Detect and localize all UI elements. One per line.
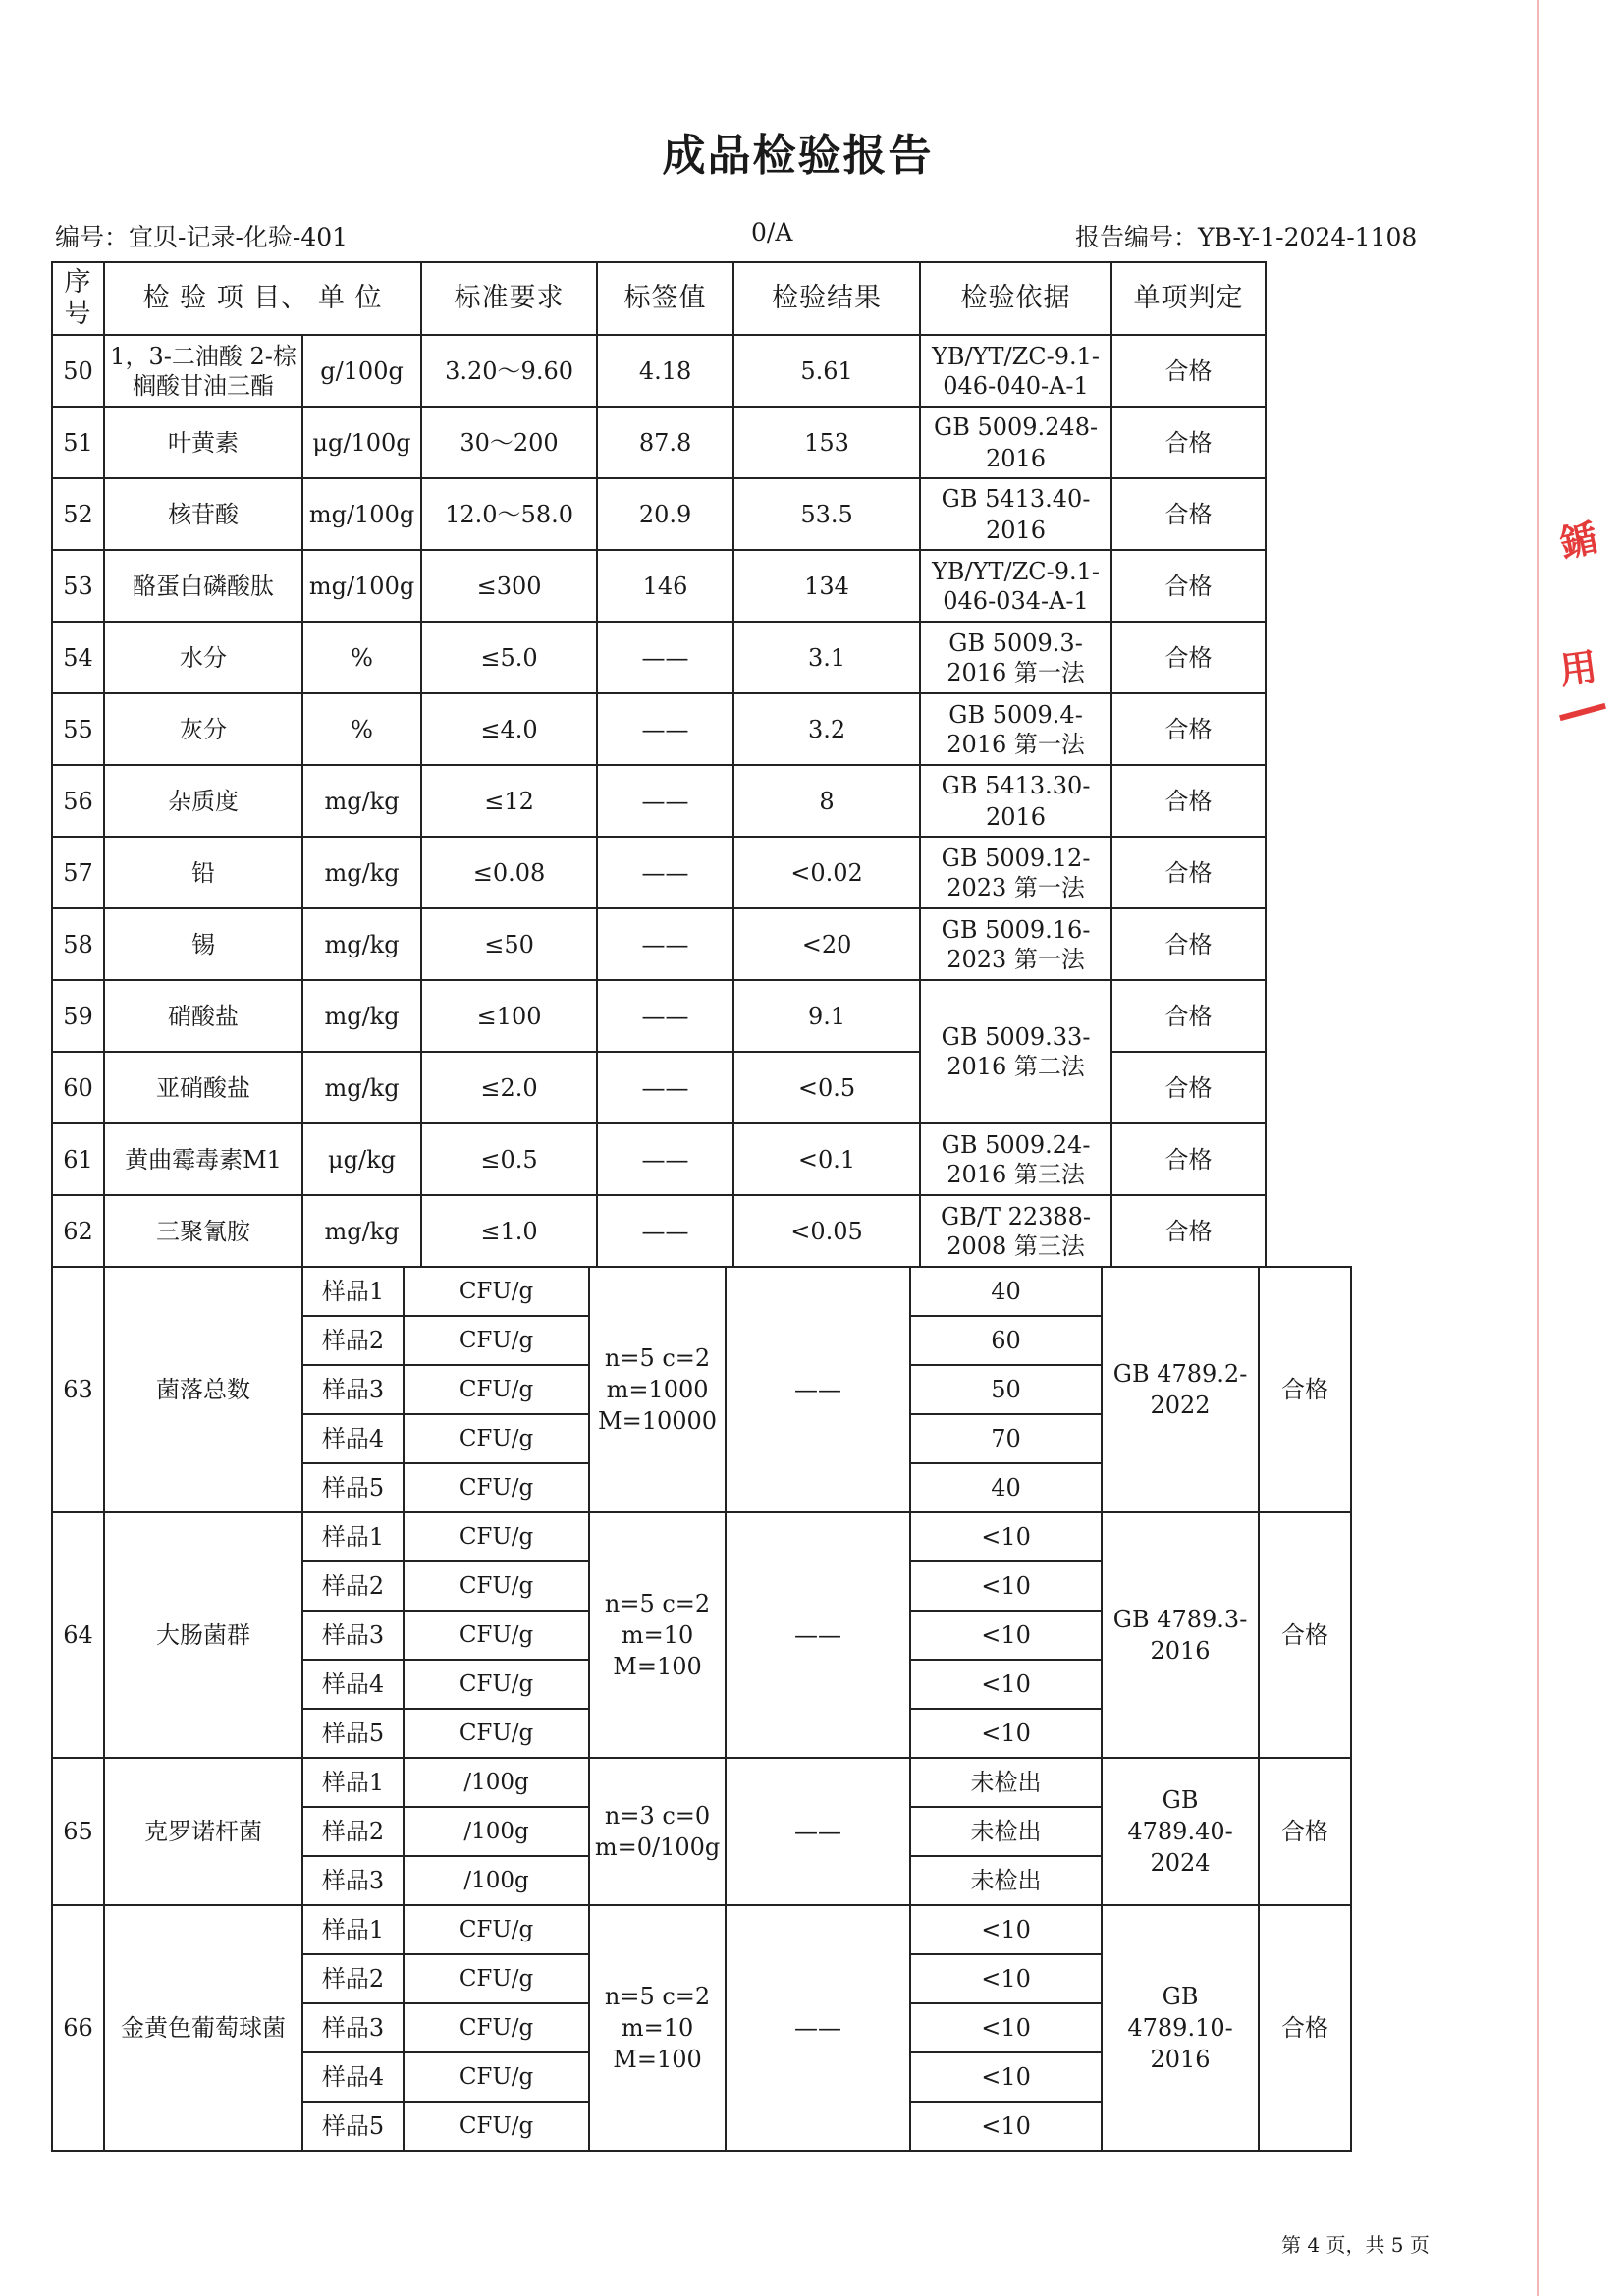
cell-no: 54 [52, 622, 104, 693]
cell-basis: GB/T 22388-2008 第三法 [920, 1195, 1111, 1267]
sample-unit: CFU/g [404, 1267, 589, 1316]
cell-no: 66 [52, 1905, 104, 2151]
page-title: 成品检验报告 [662, 131, 934, 181]
cell-basis: GB 5009.33-2016 第二法 [920, 980, 1111, 1123]
cell-label: 87.8 [597, 407, 733, 478]
cell-standard: ≤4.0 [421, 693, 597, 765]
sample-unit: CFU/g [404, 2052, 589, 2102]
cell-verdict: 合格 [1111, 908, 1266, 980]
sample-name: 样品3 [302, 2003, 404, 2052]
sample-name: 样品2 [302, 1316, 404, 1365]
cell-verdict: 合格 [1111, 478, 1266, 550]
cell-label: 4.18 [597, 335, 733, 407]
sample-result: 60 [910, 1316, 1102, 1365]
table-row [52, 1267, 1535, 1316]
cell-verdict: 合格 [1111, 335, 1266, 407]
cell-verdict: 合格 [1111, 550, 1266, 622]
cell-basis: GB 5413.40-2016 [920, 478, 1111, 550]
cell-no: 50 [52, 335, 104, 407]
cell-no: 59 [52, 980, 104, 1052]
cell-basis: YB/YT/ZC-9.1-046-040-A-1 [920, 335, 1111, 407]
cell-standard: ≤50 [421, 908, 597, 980]
table-row [52, 407, 1535, 478]
cell-no: 55 [52, 693, 104, 765]
sample-name: 样品1 [302, 1512, 404, 1561]
cell-unit: μg/100g [302, 407, 421, 478]
table-row [52, 1195, 1535, 1267]
cell-result: 3.2 [733, 693, 920, 765]
cell-item: 1，3-二油酸 2-棕榈酸甘油三酯 [104, 335, 302, 407]
cell-standard: ≤5.0 [421, 622, 597, 693]
cell-label: —— [597, 622, 733, 693]
sample-result: 40 [910, 1463, 1102, 1512]
page-number: 第 4 页，共 5 页 [1281, 2233, 1430, 2257]
cell-item: 黄曲霉毒素M1 [104, 1123, 302, 1195]
cell-basis: GB 5009.16-2023 第一法 [920, 908, 1111, 980]
cell-label: —— [597, 1123, 733, 1195]
header-standard: 标准要求 [421, 262, 597, 335]
page-edge-divider [1537, 0, 1539, 2296]
cell-verdict: 合格 [1111, 1195, 1266, 1267]
sample-result: 未检出 [910, 1856, 1102, 1905]
sample-name: 样品5 [302, 2102, 404, 2151]
cell-basis: GB 4789.10-2016 [1102, 1905, 1259, 2151]
cell-standard: ≤0.08 [421, 837, 597, 908]
red-stamp-stroke [1559, 703, 1606, 721]
cell-basis: GB 5009.12-2023 第一法 [920, 837, 1111, 908]
sample-result: 未检出 [910, 1807, 1102, 1856]
sample-unit: /100g [404, 1807, 589, 1856]
table-row [52, 335, 1535, 407]
table-header-row [52, 262, 1535, 335]
sample-unit: CFU/g [404, 1463, 589, 1512]
cell-unit: mg/kg [302, 980, 421, 1052]
table-row [52, 1905, 1535, 1954]
sample-unit: CFU/g [404, 1316, 589, 1365]
cell-unit: mg/100g [302, 478, 421, 550]
cell-unit: % [302, 622, 421, 693]
cell-label: —— [726, 1512, 910, 1758]
sample-name: 样品2 [302, 1807, 404, 1856]
cell-item: 克罗诺杆菌 [104, 1758, 302, 1905]
cell-basis: GB 5009.24-2016 第三法 [920, 1123, 1111, 1195]
cell-standard: n=5 c=2 m=10 M=100 [589, 1512, 726, 1758]
cell-result: 153 [733, 407, 920, 478]
cell-basis: GB 5009.4-2016 第一法 [920, 693, 1111, 765]
table-row [52, 1512, 1535, 1561]
cell-unit: mg/kg [302, 1195, 421, 1267]
cell-unit: g/100g [302, 335, 421, 407]
cell-unit: mg/100g [302, 550, 421, 622]
cell-standard: n=3 c=0 m=0/100g [589, 1758, 726, 1905]
version-code: 0/A [751, 218, 793, 246]
cell-verdict: 合格 [1111, 765, 1266, 837]
cell-unit: % [302, 693, 421, 765]
sample-name: 样品1 [302, 1267, 404, 1316]
cell-verdict: 合格 [1111, 407, 1266, 478]
cell-item: 三聚氰胺 [104, 1195, 302, 1267]
sample-unit: CFU/g [404, 1905, 589, 1954]
cell-item: 锡 [104, 908, 302, 980]
cell-label: —— [597, 693, 733, 765]
inspection-table [51, 261, 1536, 2152]
cell-standard: ≤12 [421, 765, 597, 837]
cell-result: 5.61 [733, 335, 920, 407]
cell-standard: n=5 c=2 m=10 M=100 [589, 1905, 726, 2151]
sample-name: 样品1 [302, 1905, 404, 1954]
table-row [52, 550, 1535, 622]
cell-label: 20.9 [597, 478, 733, 550]
cell-result: <0.5 [733, 1052, 920, 1123]
table-row [52, 622, 1535, 693]
sample-name: 样品2 [302, 1954, 404, 2003]
cell-no: 57 [52, 837, 104, 908]
cell-item: 灰分 [104, 693, 302, 765]
cell-label: —— [597, 908, 733, 980]
sample-name: 样品3 [302, 1611, 404, 1660]
record-number: 编号：宜贝-记录-化验-401 [55, 223, 349, 251]
cell-result: 53.5 [733, 478, 920, 550]
sample-result: <10 [910, 2003, 1102, 2052]
cell-verdict: 合格 [1259, 1905, 1351, 2151]
sample-unit: CFU/g [404, 1414, 589, 1463]
cell-no: 63 [52, 1267, 104, 1512]
cell-no: 60 [52, 1052, 104, 1123]
cell-basis: GB 5413.30-2016 [920, 765, 1111, 837]
cell-no: 65 [52, 1758, 104, 1905]
cell-standard: ≤2.0 [421, 1052, 597, 1123]
sample-name: 样品3 [302, 1856, 404, 1905]
report-number: 报告编号：YB-Y-1-2024-1108 [1075, 223, 1418, 251]
cell-verdict: 合格 [1259, 1267, 1351, 1512]
cell-item: 菌落总数 [104, 1267, 302, 1512]
cell-item: 硝酸盐 [104, 980, 302, 1052]
cell-no: 64 [52, 1512, 104, 1758]
sample-result: <10 [910, 1905, 1102, 1954]
cell-basis: GB 4789.3-2016 [1102, 1512, 1259, 1758]
sample-name: 样品4 [302, 1414, 404, 1463]
cell-standard: ≤1.0 [421, 1195, 597, 1267]
cell-standard: 3.20～9.60 [421, 335, 597, 407]
sample-name: 样品2 [302, 1561, 404, 1611]
cell-result: 134 [733, 550, 920, 622]
cell-label: —— [597, 1052, 733, 1123]
table-row [52, 1758, 1535, 1807]
cell-result: <0.1 [733, 1123, 920, 1195]
cell-result: 9.1 [733, 980, 920, 1052]
cell-result: <0.05 [733, 1195, 920, 1267]
cell-verdict: 合格 [1111, 622, 1266, 693]
sample-result: <10 [910, 1512, 1102, 1561]
cell-no: 58 [52, 908, 104, 980]
cell-result: 8 [733, 765, 920, 837]
cell-basis: GB 5009.248-2016 [920, 407, 1111, 478]
sample-name: 样品4 [302, 2052, 404, 2102]
cell-item: 亚硝酸盐 [104, 1052, 302, 1123]
sample-result: <10 [910, 1561, 1102, 1611]
cell-verdict: 合格 [1111, 693, 1266, 765]
cell-item: 金黄色葡萄球菌 [104, 1905, 302, 2151]
cell-item: 水分 [104, 622, 302, 693]
cell-unit: μg/kg [302, 1123, 421, 1195]
table-row [52, 980, 1535, 1052]
sample-unit: /100g [404, 1758, 589, 1807]
cell-no: 52 [52, 478, 104, 550]
cell-standard: ≤300 [421, 550, 597, 622]
red-stamp-fragment: 用 [1556, 644, 1600, 693]
sample-result: 70 [910, 1414, 1102, 1463]
header-label: 标签值 [597, 262, 733, 335]
cell-label: —— [726, 1267, 910, 1512]
cell-item: 酪蛋白磷酸肽 [104, 550, 302, 622]
cell-item: 铅 [104, 837, 302, 908]
red-stamp-fragment: 鍎 [1555, 516, 1601, 567]
sample-unit: CFU/g [404, 1611, 589, 1660]
cell-result: 3.1 [733, 622, 920, 693]
cell-standard: n=5 c=2 m=1000 M=10000 [589, 1267, 726, 1512]
cell-verdict: 合格 [1111, 837, 1266, 908]
cell-item: 核苷酸 [104, 478, 302, 550]
header-result: 检验结果 [733, 262, 920, 335]
sample-result: <10 [910, 1709, 1102, 1758]
cell-item: 杂质度 [104, 765, 302, 837]
table-row [52, 765, 1535, 837]
cell-unit: mg/kg [302, 765, 421, 837]
sample-unit: CFU/g [404, 2102, 589, 2151]
cell-standard: 30～200 [421, 407, 597, 478]
cell-result: <0.02 [733, 837, 920, 908]
sample-unit: CFU/g [404, 1709, 589, 1758]
header-no: 序号 [52, 262, 104, 335]
cell-verdict: 合格 [1111, 980, 1266, 1052]
cell-unit: mg/kg [302, 837, 421, 908]
sample-name: 样品5 [302, 1709, 404, 1758]
header-basis: 检验依据 [920, 262, 1111, 335]
cell-basis: GB 4789.40-2024 [1102, 1758, 1259, 1905]
cell-label: —— [597, 837, 733, 908]
sample-name: 样品5 [302, 1463, 404, 1512]
cell-standard: ≤0.5 [421, 1123, 597, 1195]
cell-no: 56 [52, 765, 104, 837]
cell-item: 叶黄素 [104, 407, 302, 478]
sample-result: <10 [910, 1611, 1102, 1660]
header-item-unit: 检 验 项 目、 单 位 [104, 262, 421, 335]
cell-result: <20 [733, 908, 920, 980]
cell-label: —— [726, 1758, 910, 1905]
table-row [52, 693, 1535, 765]
cell-unit: mg/kg [302, 1052, 421, 1123]
cell-label: 146 [597, 550, 733, 622]
cell-verdict: 合格 [1259, 1758, 1351, 1905]
sample-result: 40 [910, 1267, 1102, 1316]
sample-unit: CFU/g [404, 2003, 589, 2052]
sample-name: 样品4 [302, 1660, 404, 1709]
cell-label: —— [726, 1905, 910, 2151]
sample-result: <10 [910, 2102, 1102, 2151]
cell-item: 大肠菌群 [104, 1512, 302, 1758]
cell-basis: GB 5009.3-2016 第一法 [920, 622, 1111, 693]
cell-standard: ≤100 [421, 980, 597, 1052]
table-row [52, 478, 1535, 550]
sample-unit: CFU/g [404, 1561, 589, 1611]
sample-result: <10 [910, 2052, 1102, 2102]
cell-verdict: 合格 [1111, 1052, 1266, 1123]
cell-label: —— [597, 765, 733, 837]
cell-no: 53 [52, 550, 104, 622]
sample-result: <10 [910, 1954, 1102, 2003]
table-row [52, 1052, 1535, 1123]
sample-name: 样品1 [302, 1758, 404, 1807]
cell-verdict: 合格 [1111, 1123, 1266, 1195]
table-row [52, 908, 1535, 980]
cell-basis: YB/YT/ZC-9.1-046-034-A-1 [920, 550, 1111, 622]
table-row [52, 1123, 1535, 1195]
header-verdict: 单项判定 [1111, 262, 1266, 335]
cell-label: —— [597, 980, 733, 1052]
cell-unit: mg/kg [302, 908, 421, 980]
sample-unit: CFU/g [404, 1512, 589, 1561]
cell-standard: 12.0～58.0 [421, 478, 597, 550]
sample-name: 样品3 [302, 1365, 404, 1414]
cell-no: 51 [52, 407, 104, 478]
sample-result: <10 [910, 1660, 1102, 1709]
sample-unit: CFU/g [404, 1660, 589, 1709]
cell-label: —— [597, 1195, 733, 1267]
cell-basis: GB 4789.2-2022 [1102, 1267, 1259, 1512]
sample-result: 未检出 [910, 1758, 1102, 1807]
cell-no: 61 [52, 1123, 104, 1195]
sample-result: 50 [910, 1365, 1102, 1414]
sample-unit: CFU/g [404, 1365, 589, 1414]
sample-unit: CFU/g [404, 1954, 589, 2003]
sample-unit: /100g [404, 1856, 589, 1905]
cell-no: 62 [52, 1195, 104, 1267]
table-row [52, 837, 1535, 908]
cell-verdict: 合格 [1259, 1512, 1351, 1758]
